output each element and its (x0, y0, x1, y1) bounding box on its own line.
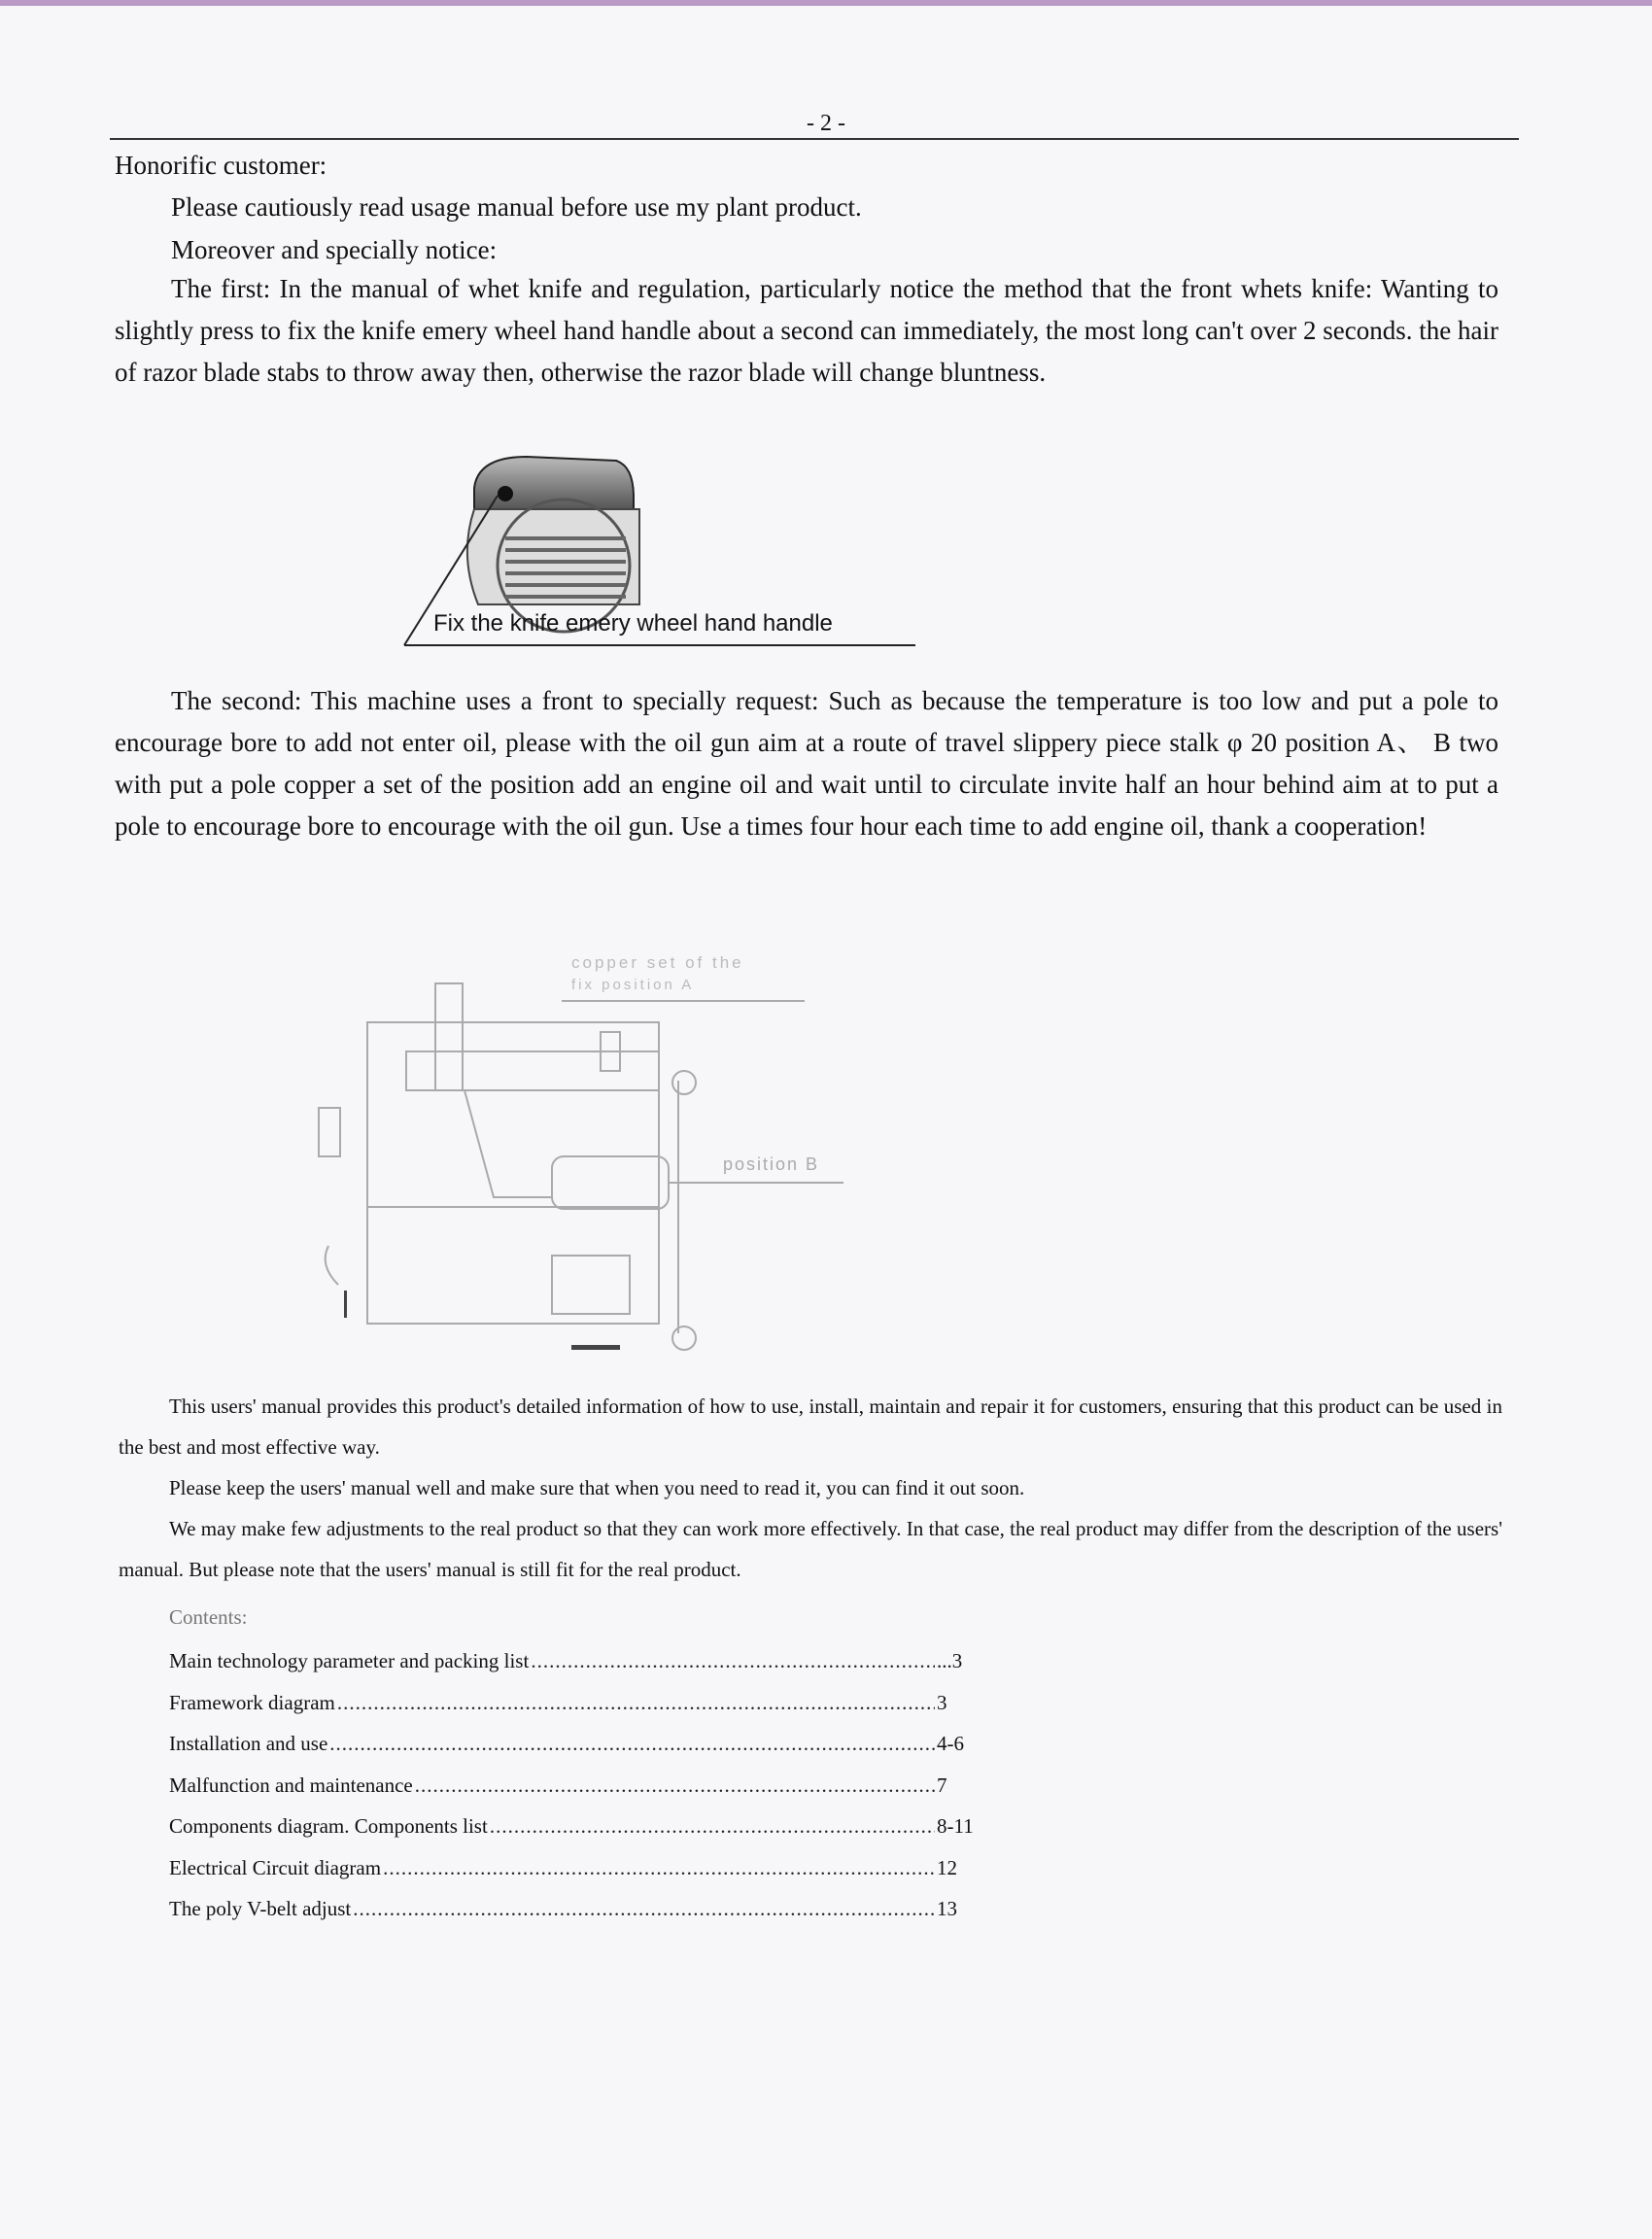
position-b-label: position B (723, 1154, 820, 1174)
toc-item: Electrical Circuit diagram ..... 12 (169, 1847, 1005, 1889)
greeting: Honorific customer: (115, 151, 327, 180)
manual-paragraph-2: Please keep the users' manual well and make sure that when you need to read it, you can find it out soon. (169, 1476, 1025, 1499)
emery-wheel-handle-figure (400, 449, 925, 651)
framework-figure (299, 945, 873, 1362)
intro-line-1: Please cautiously read usage manual before use my plant product. (171, 192, 862, 222)
contents-title: Contents: (169, 1605, 248, 1629)
position-a-label: fix position A (571, 977, 695, 993)
manual-paragraph-3: We may make few adjustments to the real product so that they can work more effectively. In that case, the real product may differ from the description of the users' manual. But please note that the users' manual is still fit for the real product. (119, 1517, 1502, 1581)
toc-item: Components diagram. Components list ..... 8-11 (169, 1806, 1005, 1847)
header-rule (110, 138, 1519, 140)
first-paragraph: The first: In the manual of whet knife and regulation, particularly notice the method that the front whets knife: Wanting to slightly press to fix the knife emery wheel hand handle about a second can immediately, the most long can't over 2 seconds. the hair of razor blade stabs to throw away then, otherwise the razor blade will change bluntness. (115, 274, 1498, 387)
toc-item: Installation and use ..... 4-6 (169, 1723, 1005, 1765)
copper-set-label: copper set of the (571, 953, 744, 972)
figure1-caption: Fix the knife emery wheel hand handle (433, 610, 833, 637)
second-paragraph: The second: This machine uses a front to specially request: Such as because the temperature is too low and put a pole to encourage bore to add not enter oil, please with the oil gun aim at a route of travel slippery piece stalk φ 20 position A、 B two with put a pole copper a set of the position add an engine oil and wait until to circulate invite half an hour behind aim at to put a pole to encourage bore to encourage with the oil gun. Use a times four hour each time to add engine oil, thank a cooperation! (115, 686, 1498, 841)
manual-paragraph-1: This users' manual provides this product's detailed information of how to use, install, maintain and repair it for customers, ensuring that this product can be used in the best and most effective way. (119, 1395, 1502, 1459)
intro-line-2: Moreover and specially notice: (171, 235, 498, 264)
toc-item: Malfunction and maintenance ..... 7 (169, 1765, 1005, 1807)
toc-item: The poly V-belt adjust ..... 13 (169, 1888, 1005, 1930)
page-number: - 2 - (807, 111, 845, 136)
table-of-contents (169, 1640, 1005, 1930)
page-top-border (0, 0, 1652, 6)
toc-item: Framework diagram ..... 3 (169, 1682, 1005, 1724)
toc-item: Main technology parameter and packing list ..... ...3 (169, 1640, 1005, 1682)
